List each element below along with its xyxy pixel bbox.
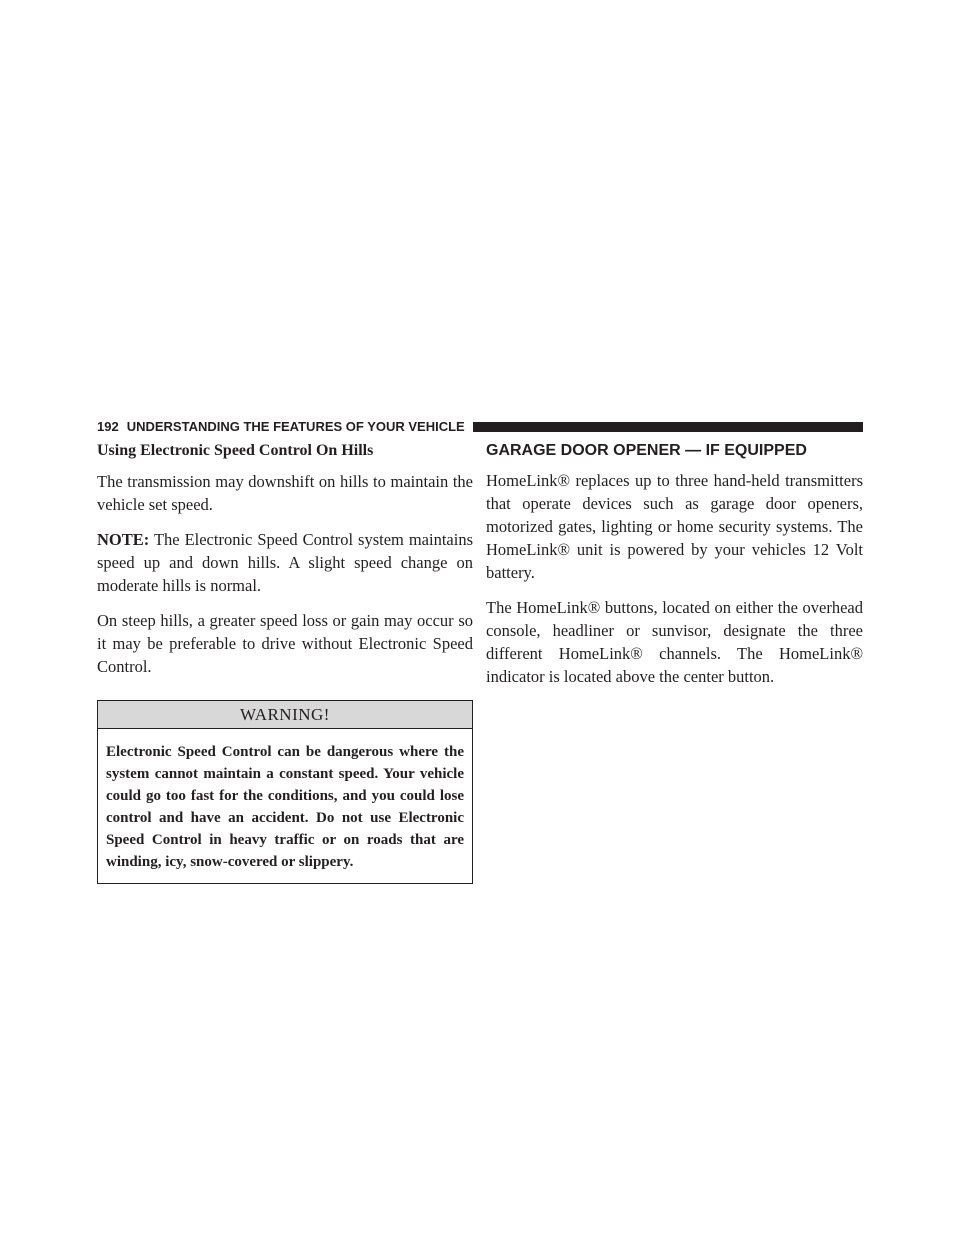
warning-body: Electronic Speed Control can be dangerous where the system cannot maintain a constant speed. Your vehicle could go too fast for the conditions, and you could lose control and have an accident. Do not use Electronic Speed Control in heavy traffic or on roads that are winding, icy, snow-covered or slippery. [106,744,464,870]
paragraph-downshift: The transmission may downshift on hills to maintain the vehicle set speed. [97,472,473,514]
section-title: UNDERSTANDING THE FEATURES OF YOUR VEHICLE [126,419,465,434]
page-header [97,419,863,435]
heading-garage-door-opener: GARAGE DOOR OPENER — IF EQUIPPED [486,442,807,459]
page-number: 192 [97,419,119,434]
note-paragraph [97,528,473,597]
header-rule [473,422,863,432]
paragraph-homelink-buttons: The HomeLink® buttons, located on either the overhead console, headliner or sunvisor, designate the three different HomeLink® channels. The HomeLink® indicator is located above the center button. [486,598,863,686]
note-label: NOTE: [97,530,150,549]
warning-title: WARNING! [98,701,472,729]
warning-box [97,700,473,884]
paragraph-steep-hills: On steep hills, a greater speed loss or gain may occur so it may be preferable to drive without Electronic Speed Control. [97,611,473,676]
subheading-speed-control-hills: Using Electronic Speed Control On Hills [97,442,374,459]
left-column [97,440,473,884]
right-column [486,440,863,700]
paragraph-homelink-intro: HomeLink® replaces up to three hand-held transmitters that operate devices such as garage door openers, motorized gates, lighting or home security systems. The HomeLink® unit is powered by your vehicles 12 Volt battery. [486,471,863,582]
note-text: The Electronic Speed Control system maintains speed up and down hills. A slight speed change on moderate hills is normal. [97,530,473,595]
